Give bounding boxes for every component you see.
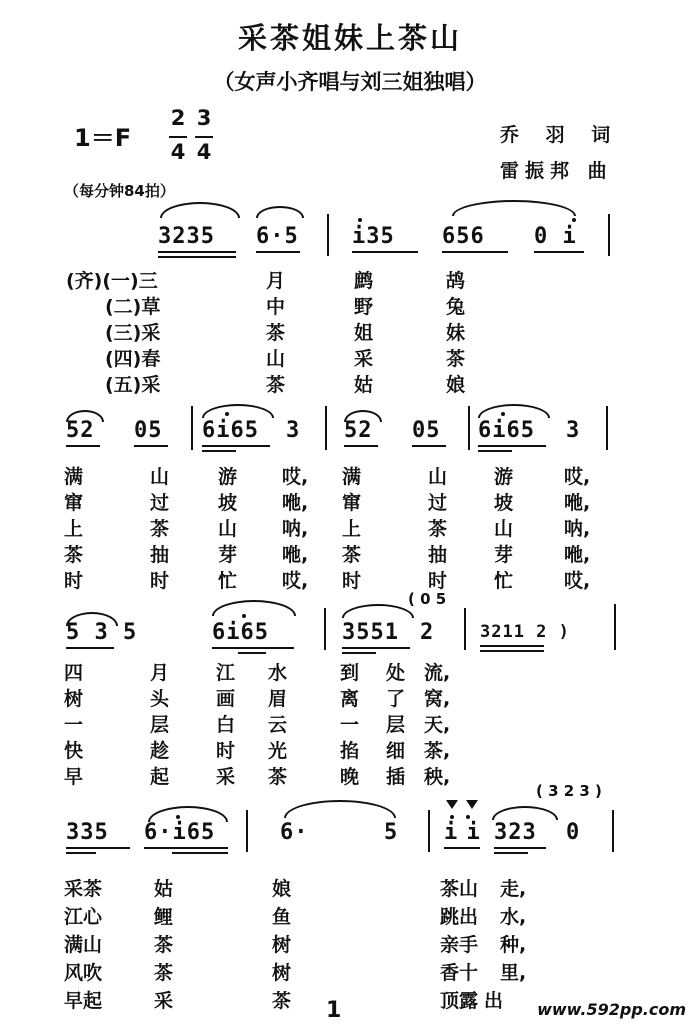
lyric: 江心: [64, 906, 103, 928]
lyric: 一: [340, 714, 360, 736]
lyric: 游: [494, 466, 514, 488]
lyric: 月: [150, 662, 170, 684]
notes-group: 3235: [158, 224, 215, 249]
lyric: 山: [218, 518, 238, 540]
lyric: 芽: [494, 544, 514, 566]
lyric: 哎,: [564, 466, 591, 488]
lyric: 茶,: [424, 740, 451, 762]
lyric: 离: [340, 688, 360, 710]
lyric: 咃,: [564, 492, 591, 514]
time-sig-1-bottom: 4: [170, 140, 186, 164]
notes-group: i35: [352, 224, 395, 249]
lyric: (三)采: [105, 322, 161, 344]
lyric: 早: [64, 766, 84, 788]
song-title: 采茶姐妹上茶山: [237, 21, 462, 55]
lyric: 趁: [150, 740, 170, 762]
lyric: 茶: [268, 766, 288, 788]
lyric: (四)春: [105, 348, 161, 370]
notes-group: 6i65: [202, 418, 259, 443]
lyric: 娘: [272, 878, 292, 900]
lyric: (齐)(一)三: [66, 270, 158, 292]
lyric: 抽: [150, 544, 170, 566]
page-number: 1: [326, 998, 342, 1023]
notes-group: 52: [66, 418, 95, 443]
lyric: 里,: [500, 962, 527, 984]
notes-group: 6·i65: [144, 820, 216, 845]
lyric: 野: [354, 296, 374, 318]
lyric: 上: [64, 518, 84, 540]
lyric: 到: [340, 662, 360, 684]
accent-icon: [446, 800, 458, 809]
lyric: 茶: [64, 544, 84, 566]
lyric: 抽: [428, 544, 448, 566]
lyric: 树: [272, 934, 292, 956]
notes-group: 0 i: [534, 224, 577, 249]
lyric: 插: [386, 766, 406, 788]
lyric: 咃,: [282, 492, 309, 514]
lyric: 茶: [266, 322, 286, 344]
lyric: 娘: [446, 374, 466, 396]
lyric: 画: [216, 688, 236, 710]
notes-group: 6·: [280, 820, 309, 845]
notes-group: 5: [384, 820, 399, 845]
lyric: 采: [154, 990, 174, 1012]
lyric: 晚: [340, 766, 360, 788]
lyric: 过: [428, 492, 448, 514]
lyric: 呐,: [564, 518, 591, 540]
lyric: 芽: [218, 544, 238, 566]
lyric: 过: [150, 492, 170, 514]
notes-group: i i: [444, 820, 478, 845]
notes-group: 335: [66, 820, 109, 845]
notes-group: 3: [286, 418, 301, 443]
lyric: 山: [266, 348, 286, 370]
lyric: 种,: [500, 934, 527, 956]
lyric: 树: [64, 688, 84, 710]
lyric: 云: [268, 714, 288, 736]
lyric: 眉: [268, 688, 288, 710]
tempo-marking: （每分钟84拍）: [64, 182, 175, 200]
lyric: 满山: [64, 934, 103, 956]
lyric: 走,: [500, 878, 527, 900]
lyric: 上: [342, 518, 362, 540]
lyric: 哎,: [282, 570, 309, 592]
lyric: 姑: [354, 374, 374, 396]
lyric: 秧,: [424, 766, 451, 788]
lyric: 一: [64, 714, 84, 736]
lyric: 水,: [500, 906, 527, 928]
lyric: 天,: [424, 714, 451, 736]
lyric: 窜: [342, 492, 362, 514]
lyric: 早起: [64, 990, 103, 1012]
lyric: 窝,: [424, 688, 451, 710]
interlude-marking: ( 3 2 3 ): [536, 782, 602, 800]
lyric: 山: [494, 518, 514, 540]
lyric: 白: [216, 714, 236, 736]
notes-group: 323: [494, 820, 537, 845]
notes-group: 6·5: [256, 224, 299, 249]
notes-group: 0: [566, 820, 581, 845]
lyric: 山: [150, 466, 170, 488]
notes-group: 2: [420, 620, 435, 645]
lyric: 时: [428, 570, 448, 592]
lyric: 茶: [154, 934, 174, 956]
lyric: 姐: [354, 322, 374, 344]
notes-group: 6i65: [212, 620, 269, 645]
lyric: 呐,: [282, 518, 309, 540]
lyric: 忙: [494, 570, 514, 592]
lyric: 头: [150, 688, 170, 710]
lyric: 处: [386, 662, 406, 684]
lyric: 游: [218, 466, 238, 488]
lyric: 跳出: [440, 906, 479, 928]
lyric: 兔: [446, 296, 466, 318]
notes-group: 3551: [342, 620, 399, 645]
lyric: 鱼: [272, 906, 292, 928]
lyric: 快: [64, 740, 84, 762]
lyric: 茶: [272, 990, 292, 1012]
lyric: 时: [342, 570, 362, 592]
notes-group: 05: [134, 418, 163, 443]
lyric: 起: [150, 766, 170, 788]
composer-credit: 雷振邦 曲: [500, 160, 613, 182]
time-sig-1-top: 2: [170, 106, 186, 130]
accent-icon: [466, 800, 478, 809]
lyric: 忙: [218, 570, 238, 592]
song-subtitle: （女声小齐唱与刘三姐独唱）: [213, 70, 487, 94]
lyric: 坡: [218, 492, 238, 514]
lyric: 光: [268, 740, 288, 762]
notes-group: 5 3 5: [66, 620, 138, 645]
lyric: 层: [150, 714, 170, 736]
lyric: 茶: [154, 962, 174, 984]
lyric: 咃,: [282, 544, 309, 566]
lyric: 茶: [150, 518, 170, 540]
lyric: 月: [266, 270, 286, 292]
lyricist-credit: 乔 羽 词: [500, 124, 621, 146]
lyric: 亲手: [440, 934, 479, 956]
notes-group: 6i65: [478, 418, 535, 443]
lyric: 细: [386, 740, 406, 762]
lyric: (二)草: [105, 296, 161, 318]
lyric: 时: [150, 570, 170, 592]
lyric: 山: [428, 466, 448, 488]
lyric: 时: [216, 740, 236, 762]
lyric: 哎,: [564, 570, 591, 592]
lyric: 四: [64, 662, 84, 684]
lyric: 咃,: [564, 544, 591, 566]
lyric: 了: [386, 688, 406, 710]
notes-group: 3211 2 ): [480, 622, 570, 642]
lyric: 层: [386, 714, 406, 736]
notes-group: 52: [344, 418, 373, 443]
lyric: 茶: [342, 544, 362, 566]
time-sig-2-bottom: 4: [196, 140, 212, 164]
lyric: 树: [272, 962, 292, 984]
lyric: 茶: [446, 348, 466, 370]
lyric: 江: [216, 662, 236, 684]
lyric: 哎,: [282, 466, 309, 488]
lyric: 香十: [440, 962, 479, 984]
lyric: 采: [216, 766, 236, 788]
lyric: 采: [354, 348, 374, 370]
lyric: 妹: [446, 322, 466, 344]
time-sig-2-top: 3: [196, 106, 212, 130]
lyric: 姑: [154, 878, 174, 900]
notes-group: 656: [442, 224, 485, 249]
lyric: (五)采: [105, 374, 161, 396]
lyric: 满: [342, 466, 362, 488]
lyric: 风吹: [64, 962, 103, 984]
lyric: 采茶: [64, 878, 103, 900]
lyric: 鲤: [154, 906, 174, 928]
interlude-marking: ( 0 5: [408, 590, 447, 608]
lyric: 鸪: [446, 270, 466, 292]
notes-group: 05: [412, 418, 441, 443]
lyric: 满: [64, 466, 84, 488]
lyric: 坡: [494, 492, 514, 514]
lyric: 茶: [428, 518, 448, 540]
lyric: 窜: [64, 492, 84, 514]
lyric: 中: [266, 296, 286, 318]
lyric: 流,: [424, 662, 451, 684]
key-signature: 1＝F: [74, 124, 132, 152]
lyric: 掐: [340, 740, 360, 762]
lyric: 水: [268, 662, 288, 684]
notes-group: 3: [566, 418, 581, 443]
lyric: 出: [484, 990, 504, 1012]
lyric: 时: [64, 570, 84, 592]
lyric: 茶: [266, 374, 286, 396]
watermark: www.592pp.com: [537, 1000, 686, 1019]
lyric: 顶露: [440, 990, 479, 1012]
lyric: 鹧: [354, 270, 374, 292]
lyric: 茶山: [440, 878, 479, 900]
